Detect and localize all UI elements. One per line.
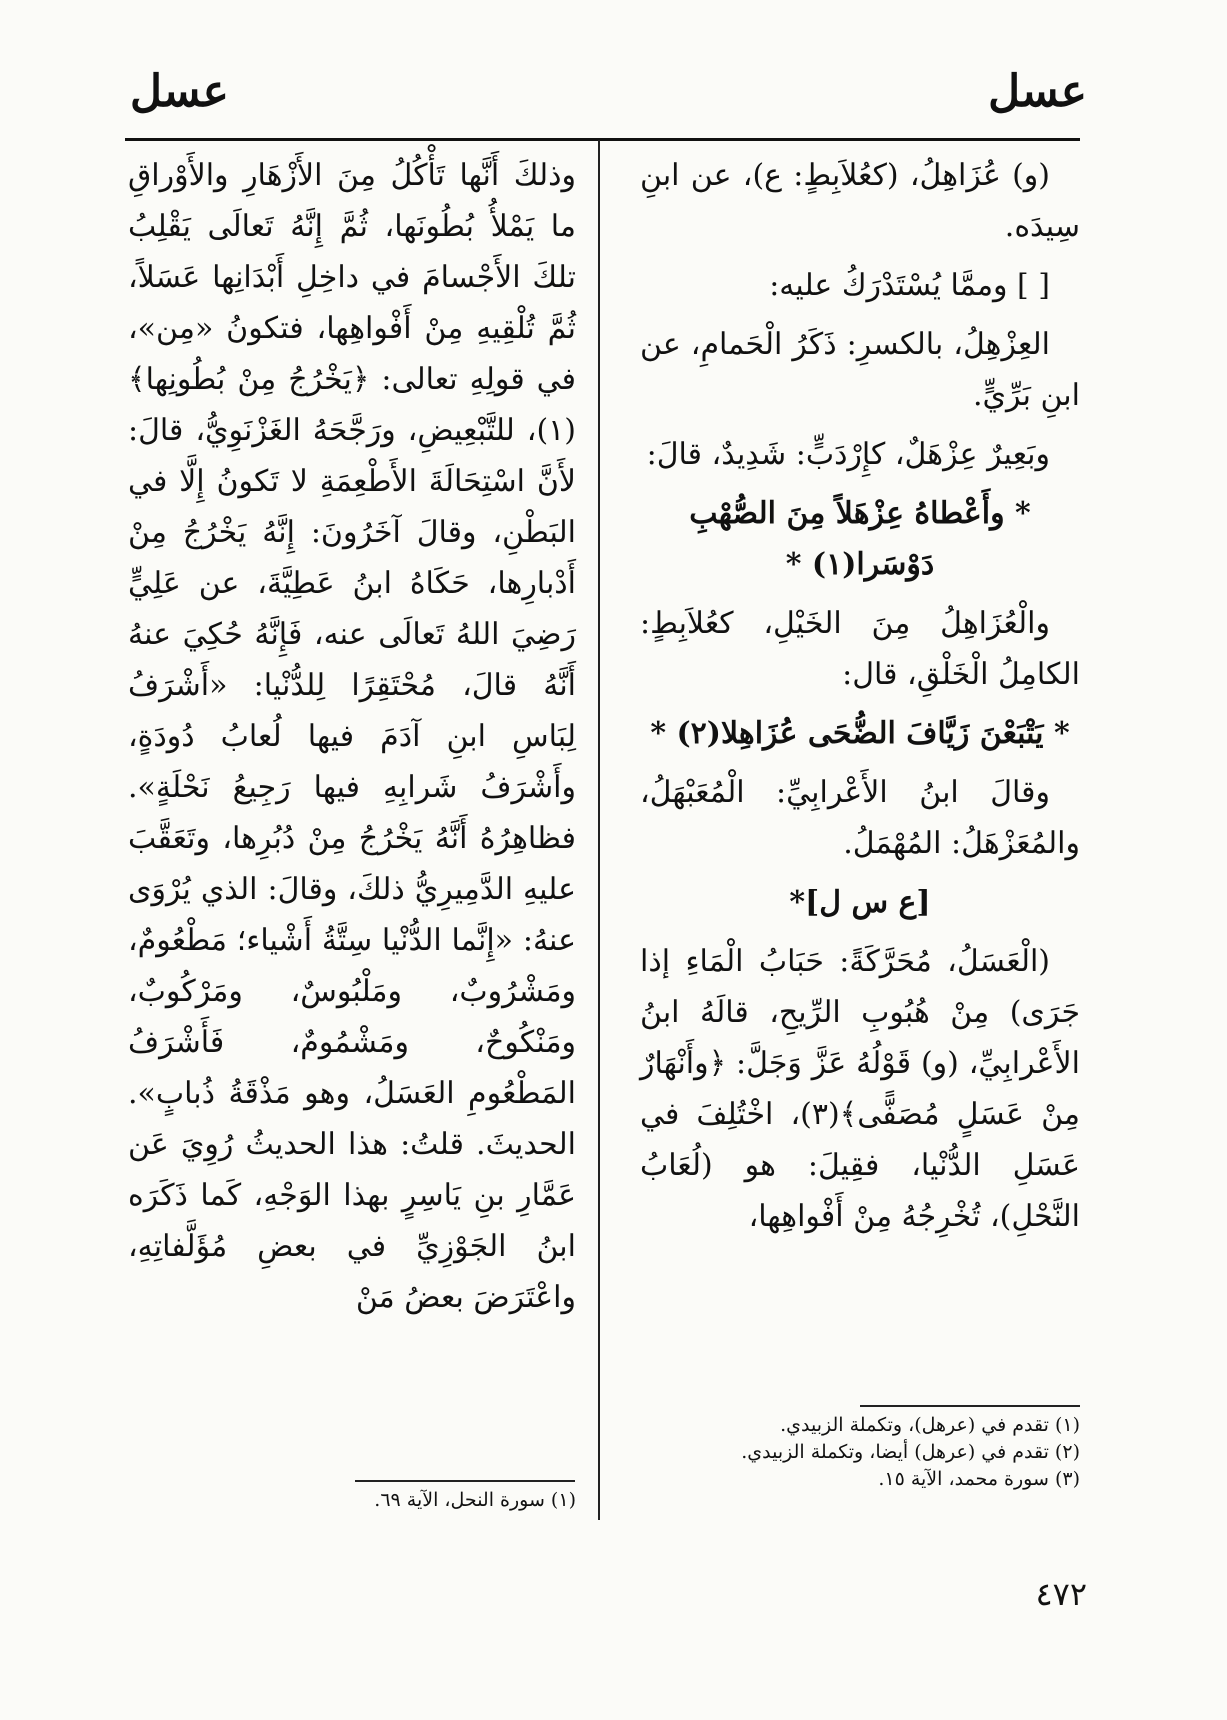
footnote-rule [355,1480,575,1482]
entry-paragraph: (الْعَسَلُ، مُحَرَّكَةً: حَبَابُ الْمَاءِ إذا جَرَى) مِنْ هُبُوبِ الرِّيحِ، قالَهُ ابنُ الأَعْرابِيِّ، (و) قَوْلُهُ عَزَّ وَجَلَّ: ﴿وأَنْهَارٌ مِنْ عَسَلٍ مُصَفًّى﴾(٣)، اخْتُلِفَ في عَسَلِ الدُّنْيا، فقِيلَ: هو (لُعَابُ النَّحْلِ)، تُخْرِجُهُ مِنْ أَفْواهِها، [640,944,1080,1234]
poetry-verse: * وأَعْطاهُ عِزْهَلاً مِنَ الصُّهْبِ دَوْسَرا(١) * [689,496,1031,582]
header-rule [125,138,1080,141]
entry-paragraph: (و) عُزَاهِلُ، (كعُلاَبِطٍ: ع)، عن ابنِ سِيدَه. [640,158,1080,244]
footnotes-left [128,1487,576,1514]
footnote-rule [860,1405,1080,1407]
poetry-verse: * يَتْبَعْنَ زَيَّافَ الضُّحَى عُزَاهِلا(٢) * [650,716,1070,751]
footnote: (١) تقدم في (عرهل)، وتكملة الزبيدي. [780,1414,1080,1436]
footnote: (١) سورة النحل، الآية ٦٩. [374,1489,576,1511]
entry-paragraph: وبَعِيرٌ عِزْهَلٌ، كإِرْدَبٍّ: شَدِيدٌ، قالَ: [646,437,1050,472]
right-column [640,150,1080,1250]
entry-paragraph: العِزْهِلُ، بالكسرِ: ذَكَرُ الْحَمامِ، عن ابنِ بَرِّيٍّ. [640,327,1080,413]
entry-paragraph: وذلكَ أَنَّها تَأْكُلُ مِنَ الأَزْهَارِ والأَوْراقِ ما يَمْلأُ بُطُونَها، ثُمَّ إِنَّهُ تَعالَى يَقْلِبُ تلكَ الأَجْسامَ في داخِلِ أَبْدَانِها عَسَلاً، ثُمَّ تُلْقِيهِ مِنْ أَفْواهِها، فتكونُ «مِن»، في قولِهِ تعالى: ﴿يَخْرُجُ مِنْ بُطُونِها﴾(١)، للتَّبْعِيضِ، ورَجَّحَهُ الغَزْنَوِيُّ، قالَ: لأَنَّ اسْتِحَالَةَ الأَطْعِمَةِ لا تَكونُ إِلَّا في البَطْنِ، وقالَ آخَرُونَ: إِنَّهُ يَخْرُجُ مِنْ أَدْبارِها، حَكَاهُ ابنُ عَطِيَّةَ، عن عَلِيٍّ رَضِيَ اللهُ تَعالَى عنه، فَإِنَّهُ حُكِيَ عنهُ أَنَّهُ قالَ، مُحْتَقِرًا لِلدُّنْيا: «أَشْرَفُ لِبَاسِ ابنِ آدَمَ فيها لُعابُ دُودَةٍ، وأَشْرَفُ شَرابِهِ فيها رَجِيعُ نَحْلَةٍ». فظاهِرُهُ أَنَّهُ يَخْرُجُ مِنْ دُبُرِها، وتَعَقَّبَ عليهِ الدَّمِيرِيُّ ذلكَ، وقالَ: الذي يُرْوَى عنهُ: «إِنَّما الدُّنْيا سِتَّةُ أَشْياء؛ مَطْعُومٌ، ومَشْرُوبٌ، ومَلْبُوسٌ، ومَرْكُوبٌ، ومَنْكُوحٌ، ومَشْمُومٌ، فَأَشْرَفُ المَطْعُومِ العَسَلُ، وهو مَذْقَةُ ذُبابٍ». الحديثَ. قلتُ: هذا الحديثُ رُوِيَ عَن عَمَّارِ بنِ يَاسِرٍ بهذا الوَجْهِ، كَما ذَكَرَه ابنُ الجَوْزِيِّ في بعضِ مُؤَلَّفاتِهِ، واعْتَرَضَ بعضُ مَنْ [128,158,576,1315]
running-header-right: عسل [988,66,1087,117]
footnote: (٢) تقدم في (عرهل) أيضا، وتكملة الزبيدي. [741,1441,1080,1463]
footnote: (٣) سورة محمد، الآية ١٥. [878,1468,1080,1490]
left-column [128,150,576,1331]
running-header-left: عسل [130,66,229,117]
root-heading: [ع س ل]* [789,885,931,920]
entry-paragraph: وقالَ ابنُ الأَعْرابِيِّ: الْمُعَبْهَلُ، والمُعَزْهَلُ: المُهْمَلُ. [640,775,1080,861]
column-separator [598,140,600,1520]
addendum-note: [ ] وممَّا يُسْتَدْرَكُ عليه: [769,268,1050,303]
page-number: ٤٧٢ [1035,1575,1087,1613]
entry-paragraph: والْعُزَاهِلُ مِنَ الخَيْلِ، كعُلاَبِطٍ: الكامِلُ الْخَلْقِ، قال: [640,606,1080,692]
footnotes-right [640,1412,1080,1493]
